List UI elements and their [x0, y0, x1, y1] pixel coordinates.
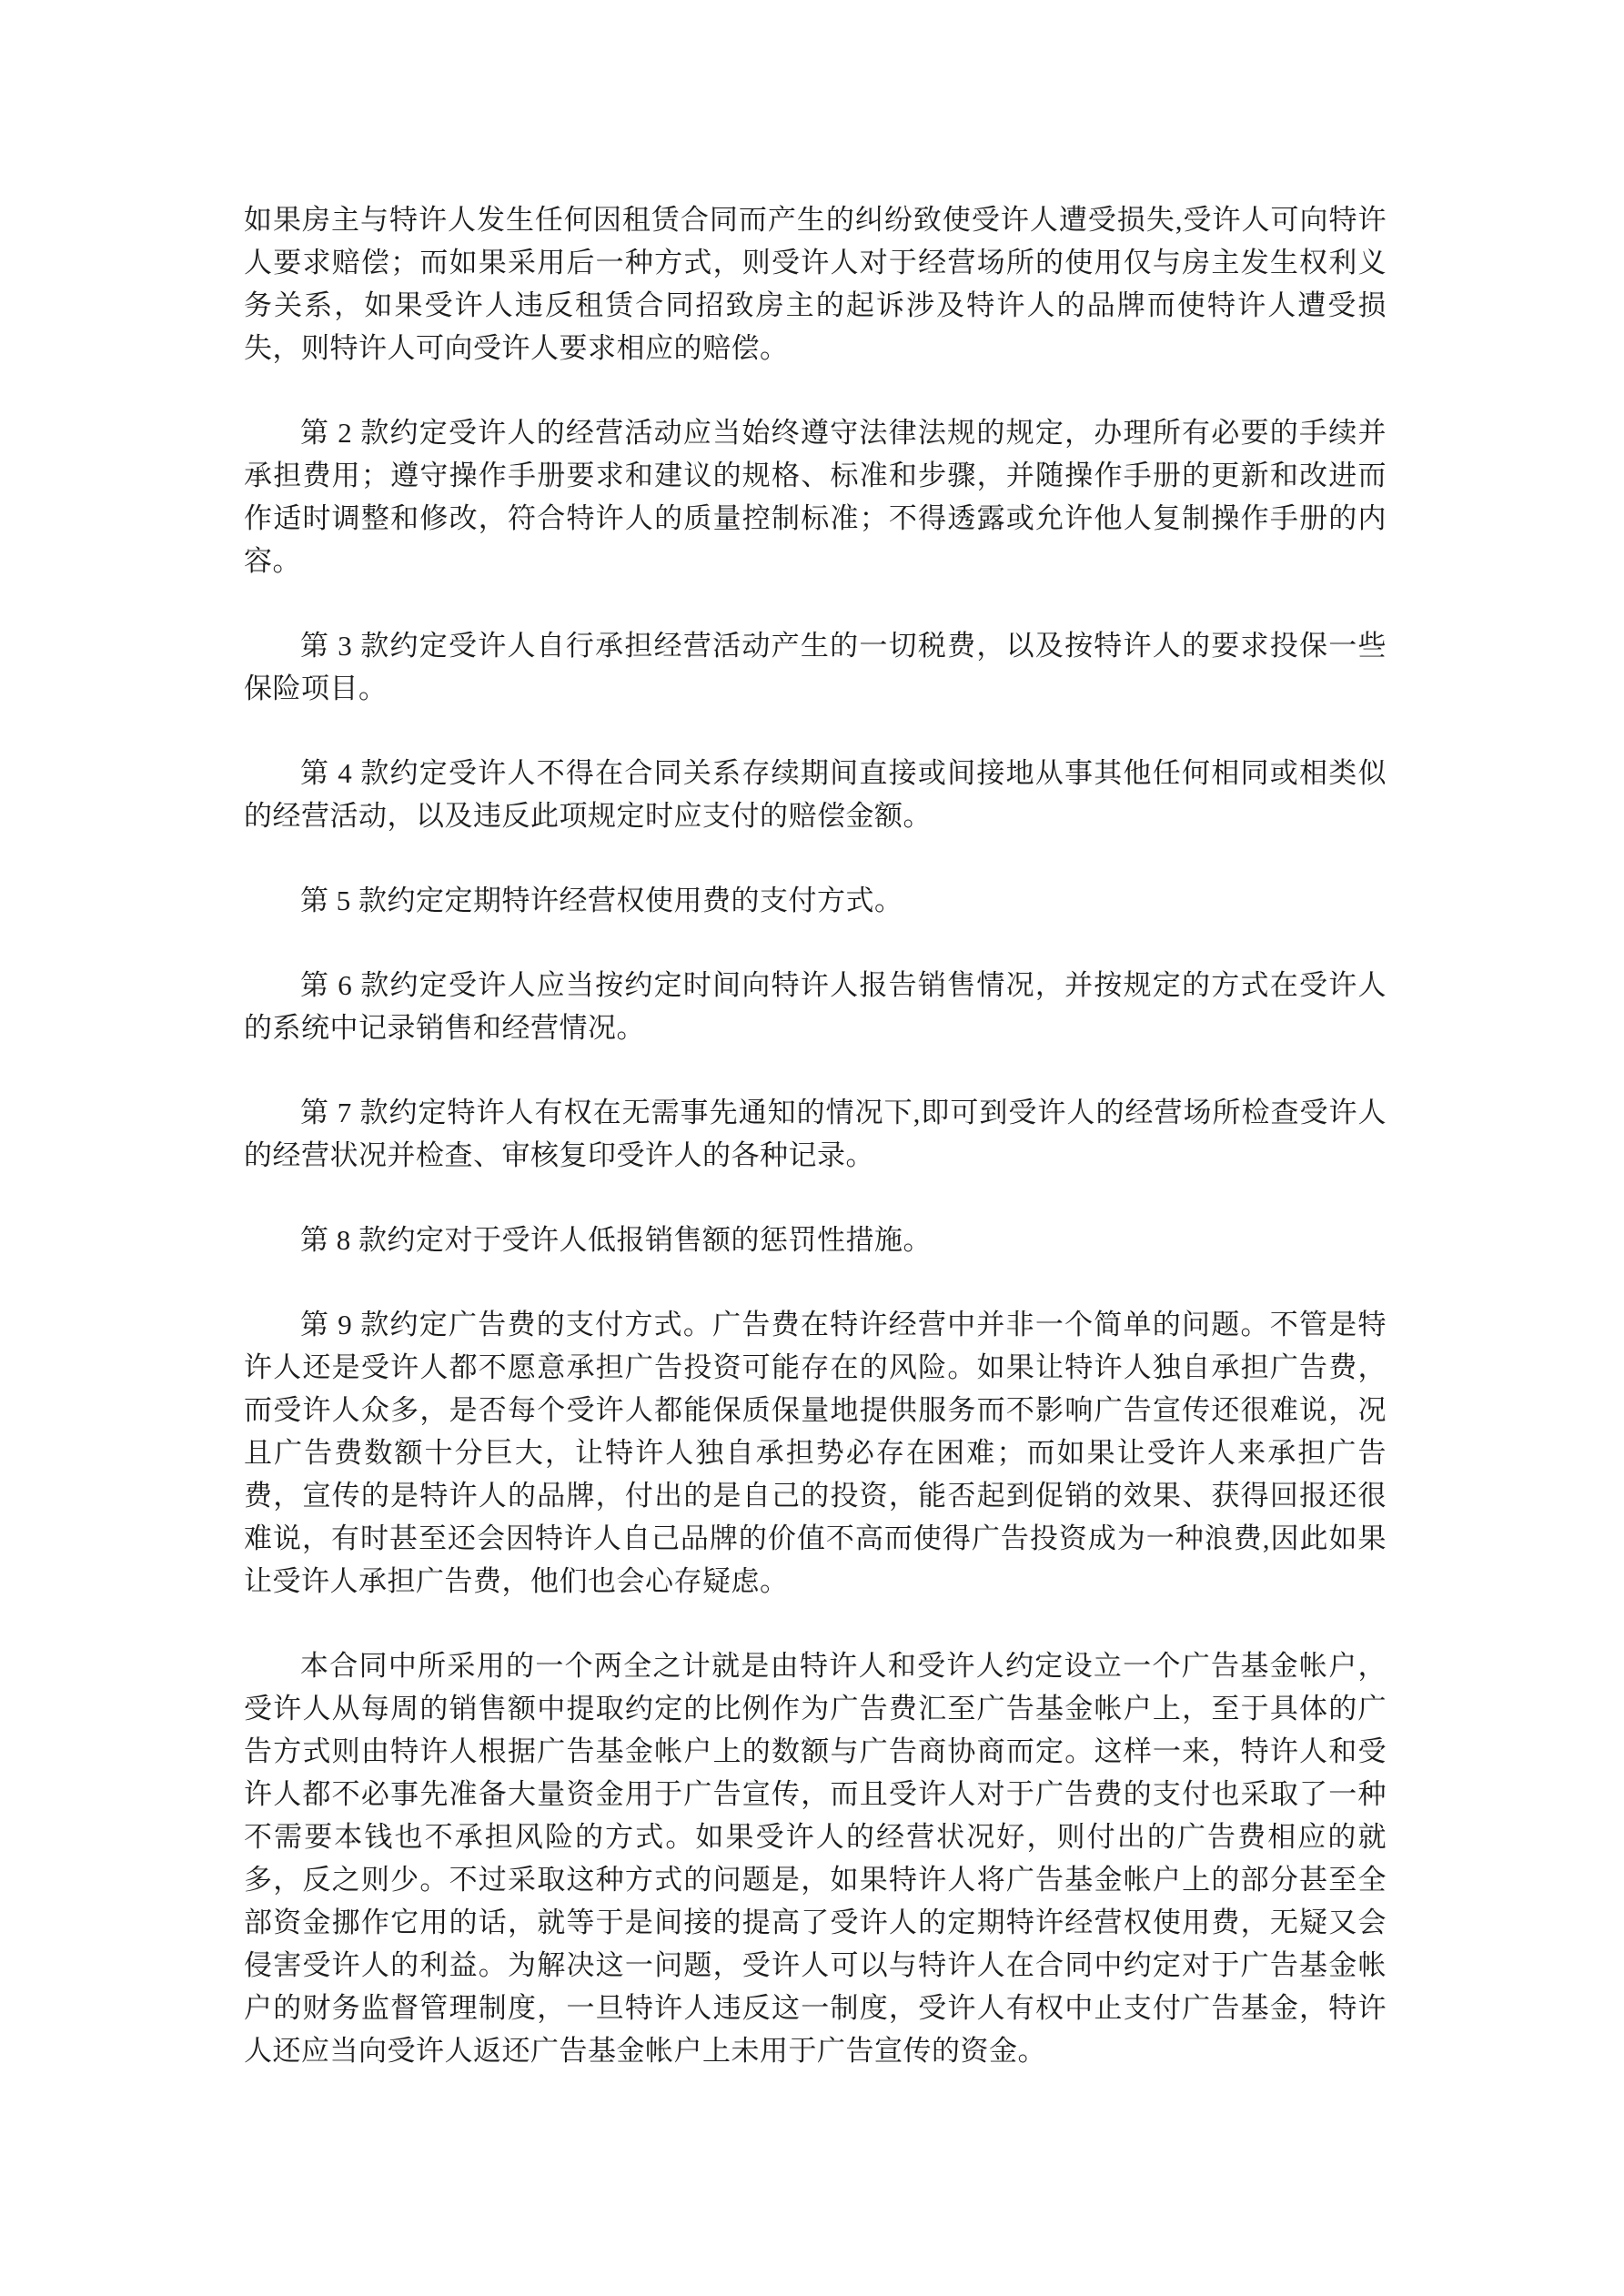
paragraph-continuation: 如果房主与特许人发生任何因租赁合同而产生的纠纷致使受许人遭受损失,受许人可向特许人要求赔偿；而如果采用后一种方式，则受许人对于经营场所的使用仅与房主发生权利义务关系，如果受许人违反租赁合同招致房主的起诉涉及特许人的品牌而使特许人遭受损失，则特许人可向受许人要求相应的赔偿。: [244, 204, 1387, 364]
paragraph-clause-8: 第 8 款约定对于受许人低报销售额的惩罚性措施。: [300, 1224, 932, 1256]
paragraph-clause-4: 第 4 款约定受许人不得在合同关系存续期间直接或间接地从事其他任何相同或相类似的经营活动，以及违反此项规定时应支付的赔偿金额。: [244, 757, 1387, 832]
paragraph-clause-2: 第 2 款约定受许人的经营活动应当始终遵守法律法规的规定，办理所有必要的手续并承担费用；遵守操作手册要求和建议的规格、标准和步骤，并随操作手册的更新和改进而作适时调整和修改，符合特许人的质量控制标准；不得透露或允许他人复制操作手册的内容。: [244, 417, 1387, 577]
document-body: [244, 198, 1387, 2114]
paragraph-clause-5: 第 5 款约定定期特许经营权使用费的支付方式。: [300, 885, 903, 916]
paragraph-clause-9: 第 9 款约定广告费的支付方式。广告费在特许经营中并非一个简单的问题。不管是特许人还是受许人都不愿意承担广告投资可能存在的风险。如果让特许人独自承担广告费，而受许人众多，是否每个受许人都能保质保量地提供服务而不影响广告宣传还很难说，况且广告费数额十分巨大，让特许人独自承担势必存在困难；而如果让受许人来承担广告费，宣传的是特许人的品牌，付出的是自己的投资，能否起到促销的效果、获得回报还很难说，有时甚至还会因特许人自己品牌的价值不高而使得广告投资成为一种浪费,因此如果让受许人承担广告费，他们也会心存疑虑。: [244, 1309, 1387, 1597]
paragraph-clause-3: 第 3 款约定受许人自行承担经营活动产生的一切税费，以及按特许人的要求投保一些保险项目。: [244, 630, 1387, 704]
paragraph-clause-6: 第 6 款约定受许人应当按约定时间向特许人报告销售情况，并按规定的方式在受许人的系统中记录销售和经营情况。: [244, 969, 1387, 1044]
paragraph-clause-7: 第 7 款约定特许人有权在无需事先通知的情况下,即可到受许人的经营场所检查受许人的经营状况并检查、审核复印受许人的各种记录。: [244, 1097, 1387, 1171]
paragraph-ad-fund: 本合同中所采用的一个两全之计就是由特许人和受许人约定设立一个广告基金帐户，受许人从每周的销售额中提取约定的比例作为广告费汇至广告基金帐户上，至于具体的广告方式则由特许人根据广告基金帐户上的数额与广告商协商而定。这样一来，特许人和受许人都不必事先准备大量资金用于广告宣传，而且受许人对于广告费的支付也采取了一种不需要本钱也不承担风险的方式。如果受许人的经营状况好，则付出的广告费相应的就多，反之则少。不过采取这种方式的问题是，如果特许人将广告基金帐户上的部分甚至全部资金挪作它用的话，就等于是间接的提高了受许人的定期特许经营权使用费，无疑又会侵害受许人的利益。为解决这一问题，受许人可以与特许人在合同中约定对于广告基金帐户的财务监督管理制度，一旦特许人违反这一制度，受许人有权中止支付广告基金，特许人还应当向受许人返还广告基金帐户上未用于广告宣传的资金。: [244, 1650, 1387, 2067]
